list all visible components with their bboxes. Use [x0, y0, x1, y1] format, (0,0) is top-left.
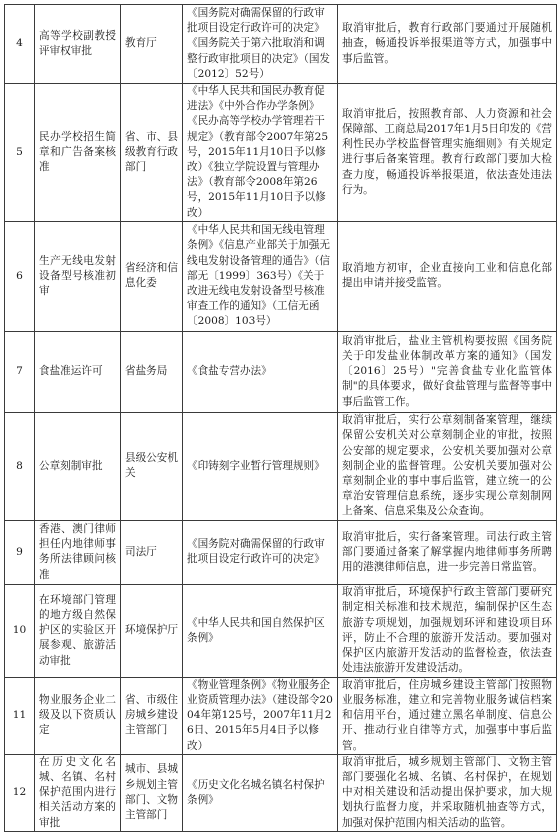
department: 司法厅: [121, 520, 183, 584]
legal-basis: 《国务院对确需保留的行政审批项目设定行政许可的决定》《国务院关于第六批取消和调整行政审批项目的决定》（国发〔2012〕52号）: [183, 5, 338, 84]
table-row: [5, 754, 557, 831]
table-row: [5, 584, 557, 677]
row-number: 12: [5, 754, 35, 831]
table-row: [5, 331, 557, 412]
legal-basis: 《中华人民共和国自然保护区条例》: [183, 584, 338, 677]
row-number: 9: [5, 520, 35, 584]
table-row: [5, 412, 557, 520]
legal-basis: 《国务院对确需保留的行政审批项目设定行政许可的决定》: [183, 520, 338, 584]
table-row: [5, 520, 557, 584]
table-row: [5, 677, 557, 754]
department: 城市、县城乡规划主管部门、文物主管部门: [121, 754, 183, 831]
legal-basis: 《物业管理条例》《物业服务企业资质管理办法》（建设部令2004年第125号，2007年11月26日、2015年5月4日予以修改）: [183, 677, 338, 754]
row-number: 10: [5, 584, 35, 677]
table-row: [5, 221, 557, 331]
legal-basis: 《食盐专营办法》: [183, 331, 338, 412]
department: 省经济和信息化委: [121, 221, 183, 331]
approval-items-table: [4, 4, 557, 832]
row-number: 11: [5, 677, 35, 754]
department: 省盐务局: [121, 331, 183, 412]
department: 省、市、县级教育行政部门: [121, 84, 183, 222]
regulatory-measure: 取消审批后，住房城乡建设主管部门按照物业服务标准，建立和完善物业服务诚信档案和信用平台，通过建立黑名单制度、信息公开、推动行业自律等方式，加强事中事后监管。: [338, 677, 557, 754]
regulatory-measure: 取消审批后，环境保护行政主管部门要研究制定相关标准和技术规范，编制保护区生态旅游专项规划，加强规划环评和建设项目环评，防止不合理的旅游开发活动。要加强对保护区内旅游开发活动的监督检查，依法查处违法旅游开发建设活动。: [338, 584, 557, 677]
item-name: 公章刻制审批: [35, 412, 121, 520]
row-number: 4: [5, 5, 35, 84]
item-name: 生产无线电发射设备型号核准初审: [35, 221, 121, 331]
regulatory-measure: 取消地方初审，企业直接向工业和信息化部提出申请并接受监管。: [338, 221, 557, 331]
regulatory-measure: 取消审批后，城乡规划主管部门、文物主管部门要强化名城、名镇、名村保护，在规划中对相关建设和活动提出保护要求，加大规划执行监督力度，并采取随机抽查等方式，加强对保护范围内相关活动的监管。: [338, 754, 557, 831]
table-row: [5, 84, 557, 222]
item-name: 香港、澳门律师担任内地律师事务所法律顾问核准: [35, 520, 121, 584]
department: 省、市级住房城乡建设主管部门: [121, 677, 183, 754]
row-number: 6: [5, 221, 35, 331]
item-name: 在环境部门管理的地方级自然保护区的实验区开展参观、旅游活动审批: [35, 584, 121, 677]
row-number: 8: [5, 412, 35, 520]
item-name: 民办学校招生简章和广告备案核准: [35, 84, 121, 222]
department: 教育厅: [121, 5, 183, 84]
table-row: [5, 5, 557, 84]
item-name: 物业服务企业二级及以下资质认定: [35, 677, 121, 754]
department: 环境保护厅: [121, 584, 183, 677]
legal-basis: 《中华人民共和国民办教育促进法》《中外合作办学条例》《民办高等学校办学管理若干规定》（教育部令2007年第25号，2015年11月10日予以修改）《独立学院设置与管理办法》（教育部令2008年第26号，2015年11月10日予以修改）: [183, 84, 338, 222]
regulatory-measure: 取消审批后，实行备案管理。司法行政主管部门要通过备案了解掌握内地律师事务所聘用的港澳律师信息，进一步完善日常监管。: [338, 520, 557, 584]
item-name: 在历史文化名城、名镇、名村保护范围内进行相关活动方案的审批: [35, 754, 121, 831]
item-name: 食盐准运许可: [35, 331, 121, 412]
regulatory-measure: 取消审批后，盐业主管机构要按照《国务院关于印发盐业体制改革方案的通知》（国发〔2016〕25号）"完善食盐专业化监管体制"的具体要求，做好食盐管理与监督等事中事后监管工作。: [338, 331, 557, 412]
regulatory-measure: 取消审批后，按照教育部、人力资源和社会保障部、工商总局2017年1月5日印发的《营利性民办学校监督管理实施细则》有关规定进行事后备案管理。教育行政部门要加大检查力度，畅通投诉举报渠道，依法查处违法行为。: [338, 84, 557, 222]
regulatory-measure: 取消审批后，实行公章刻制备案管理，继续保留公安机关对公章刻制企业的审批，按照公安部的规定要求，公安机关要加强对公章刻制企业的监督管理。公安机关要加强对公章刻制企业的事中事后监管，建立统一的公章治安管理信息系统，逐步实现公章刻制网上备案、信息采集及公众查询。: [338, 412, 557, 520]
row-number: 5: [5, 84, 35, 222]
regulatory-measure: 取消审批后，教育行政部门要通过开展随机抽查，畅通投诉举报渠道等方式，加强事中事后监管。: [338, 5, 557, 84]
legal-basis: 《历史文化名城名镇名村保护条例》: [183, 754, 338, 831]
legal-basis: 《印铸刻字业暂行管理规则》: [183, 412, 338, 520]
department: 县级公安机关: [121, 412, 183, 520]
row-number: 7: [5, 331, 35, 412]
item-name: 高等学校副教授评审权审批: [35, 5, 121, 84]
legal-basis: 《中华人民共和国无线电管理条例》《信息产业部关于加强无线电发射设备管理的通告》（信部无〔1999〕363号）《关于改进无线电发射设备型号核准审查工作的通知》（工信无函〔2008〕103号）: [183, 221, 338, 331]
